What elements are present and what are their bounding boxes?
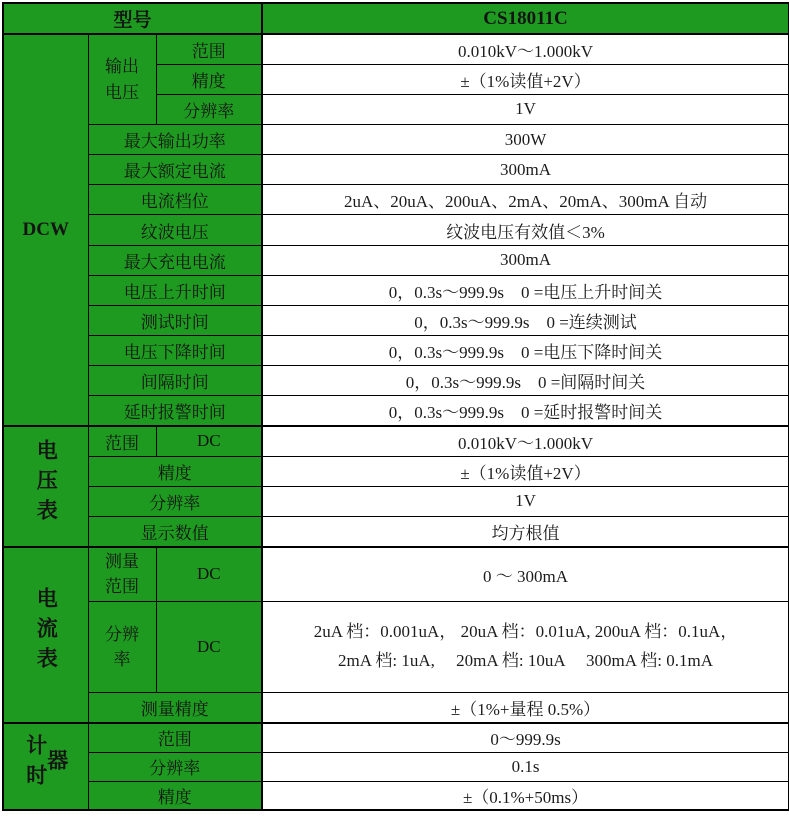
row-value-cell <box>262 723 789 752</box>
row-label: 最大输出功率 <box>123 132 226 152</box>
row-label-cell <box>88 215 262 245</box>
row-value: 0.010kV～1.000kV <box>458 41 594 61</box>
row-value: 0，0.3s～999.9s 0 =电压上升时间关 <box>388 282 663 302</box>
row-value-cell <box>262 396 789 426</box>
row-value: 1V <box>515 99 536 119</box>
row-value-cell <box>262 547 789 602</box>
row-label-cell <box>88 547 156 602</box>
row-label: 分辨率 <box>183 101 235 121</box>
row-value: ±（1%读值+2V） <box>460 71 591 91</box>
ammeter-section-label: 电流表 <box>34 587 59 678</box>
row-value-cell <box>262 456 789 486</box>
row-value-cell <box>262 602 789 692</box>
row-label-cell <box>88 275 262 305</box>
row-value-cell <box>262 185 789 215</box>
row-value: 纹波电压有效值＜3% <box>446 222 605 242</box>
row-label: 最大充电电流 <box>123 252 226 272</box>
model-label: 型号 <box>113 10 152 32</box>
output-voltage-cell <box>88 34 156 124</box>
row-label-cell <box>156 94 262 124</box>
row-label-cell <box>88 456 262 486</box>
row-label-cell <box>88 692 262 723</box>
row-sublabel-cell <box>156 547 262 602</box>
timer-section-cell <box>3 723 88 810</box>
row-value: 均方根值 <box>491 523 560 543</box>
row-label: 测试时间 <box>140 312 209 332</box>
row-label: 间隔时间 <box>140 373 209 393</box>
row-value: 1V <box>515 491 536 511</box>
row-sublabel: DC <box>196 431 221 451</box>
row-label: 分辨率 <box>149 759 201 779</box>
dcw-section-label: DCW <box>22 219 69 241</box>
row-label-cell <box>88 752 262 781</box>
row-value-cell <box>262 34 789 64</box>
resolution-line-1: 2uA 档：0.001uA， 20uA 档：0.01uA, 200uA 档：0.1uA， <box>313 622 738 642</box>
row-label-cell <box>88 366 262 396</box>
row-label-cell <box>88 185 262 215</box>
row-value-cell <box>262 125 789 155</box>
row-value: 300mA <box>500 250 552 270</box>
row-label: 纹波电压 <box>140 222 209 242</box>
row-value: 0～999.9s <box>490 730 561 750</box>
row-label-cell <box>88 396 262 426</box>
resolution-line-2: 2mA 档: 1uA, 20mA 档: 10uA 300mA 档: 0.1mA <box>338 651 714 671</box>
spec-table <box>2 2 789 811</box>
row-label: 精度 <box>191 71 226 91</box>
row-value: 0，0.3s～999.9s 0 =间隔时间关 <box>405 373 646 393</box>
row-label: 测量精度 <box>140 700 209 720</box>
row-label-cell <box>88 125 262 155</box>
row-label: 范围 <box>105 433 139 453</box>
row-label: 延时报警时间 <box>123 403 226 423</box>
row-value-cell <box>262 305 789 335</box>
row-label-cell <box>156 34 262 64</box>
row-value-cell <box>262 366 789 396</box>
row-label-cell <box>88 602 156 692</box>
row-label: 精度 <box>157 463 192 483</box>
row-value: 300W <box>504 129 547 149</box>
row-value-cell <box>262 94 789 124</box>
row-label: 范围 <box>191 41 226 61</box>
row-label: 电流档位 <box>140 192 209 212</box>
row-value-cell <box>262 245 789 275</box>
row-value-cell <box>262 426 789 456</box>
timer-section-label: 计时器 <box>23 734 69 795</box>
row-label: 精度 <box>157 787 192 807</box>
row-sublabel-cell <box>156 426 262 456</box>
output-voltage-label: 输出电压 <box>105 57 139 102</box>
row-label-cell <box>88 305 262 335</box>
row-sublabel: DC <box>196 637 221 657</box>
voltmeter-section-label: 电压表 <box>34 438 59 529</box>
row-value: 0，0.3s～999.9s 0 =电压下降时间关 <box>388 343 663 363</box>
row-value: ±（1%读值+2V） <box>460 463 591 483</box>
row-value: 0.1s <box>511 756 540 776</box>
model-value-cell <box>262 3 789 34</box>
voltmeter-section-cell <box>3 426 88 547</box>
row-label-cell <box>156 64 262 94</box>
row-label: 测量范围 <box>105 551 139 597</box>
row-value-cell <box>262 781 789 810</box>
row-sublabel: DC <box>196 564 221 584</box>
row-value: ±（1%+量程 0.5%） <box>450 700 601 720</box>
row-value-cell <box>262 692 789 723</box>
row-value-cell <box>262 516 789 546</box>
row-value-cell <box>262 486 789 516</box>
row-label: 最大额定电流 <box>123 162 226 182</box>
row-value-cell <box>262 752 789 781</box>
ammeter-section-cell <box>3 547 88 724</box>
row-value: 0，0.3s～999.9s 0 =连续测试 <box>414 312 637 332</box>
row-label: 分辨率 <box>105 624 139 670</box>
row-value-cell <box>262 215 789 245</box>
row-label: 电压上升时间 <box>123 282 226 302</box>
row-value-cell <box>262 336 789 366</box>
model-value: CS18011C <box>483 7 568 29</box>
row-label-cell <box>88 486 262 516</box>
row-value: ±（0.1%+50ms） <box>462 787 589 807</box>
row-label: 范围 <box>157 730 192 750</box>
row-label-cell <box>88 516 262 546</box>
row-label-cell <box>88 155 262 185</box>
row-label-cell <box>88 336 262 366</box>
row-value-cell <box>262 64 789 94</box>
row-value: 0，0.3s～999.9s 0 =延时报警时间关 <box>388 403 663 423</box>
row-value: 300mA <box>500 159 552 179</box>
row-label-cell <box>88 426 156 456</box>
row-value-cell <box>262 155 789 185</box>
row-value: 2uA、20uA、200uA、2mA、20mA、300mA 自动 <box>343 192 708 212</box>
model-label-cell <box>3 3 262 34</box>
row-sublabel-cell <box>156 602 262 692</box>
dcw-section-cell <box>3 34 88 426</box>
row-label-cell <box>88 781 262 810</box>
row-value: 0 ～ 300mA <box>483 566 569 586</box>
row-label-cell <box>88 723 262 752</box>
row-label-cell <box>88 245 262 275</box>
row-value-cell <box>262 275 789 305</box>
row-value: 0.010kV～1.000kV <box>458 433 594 453</box>
row-label: 电压下降时间 <box>123 343 226 363</box>
row-label: 显示数值 <box>140 523 209 543</box>
row-label: 分辨率 <box>149 493 201 513</box>
